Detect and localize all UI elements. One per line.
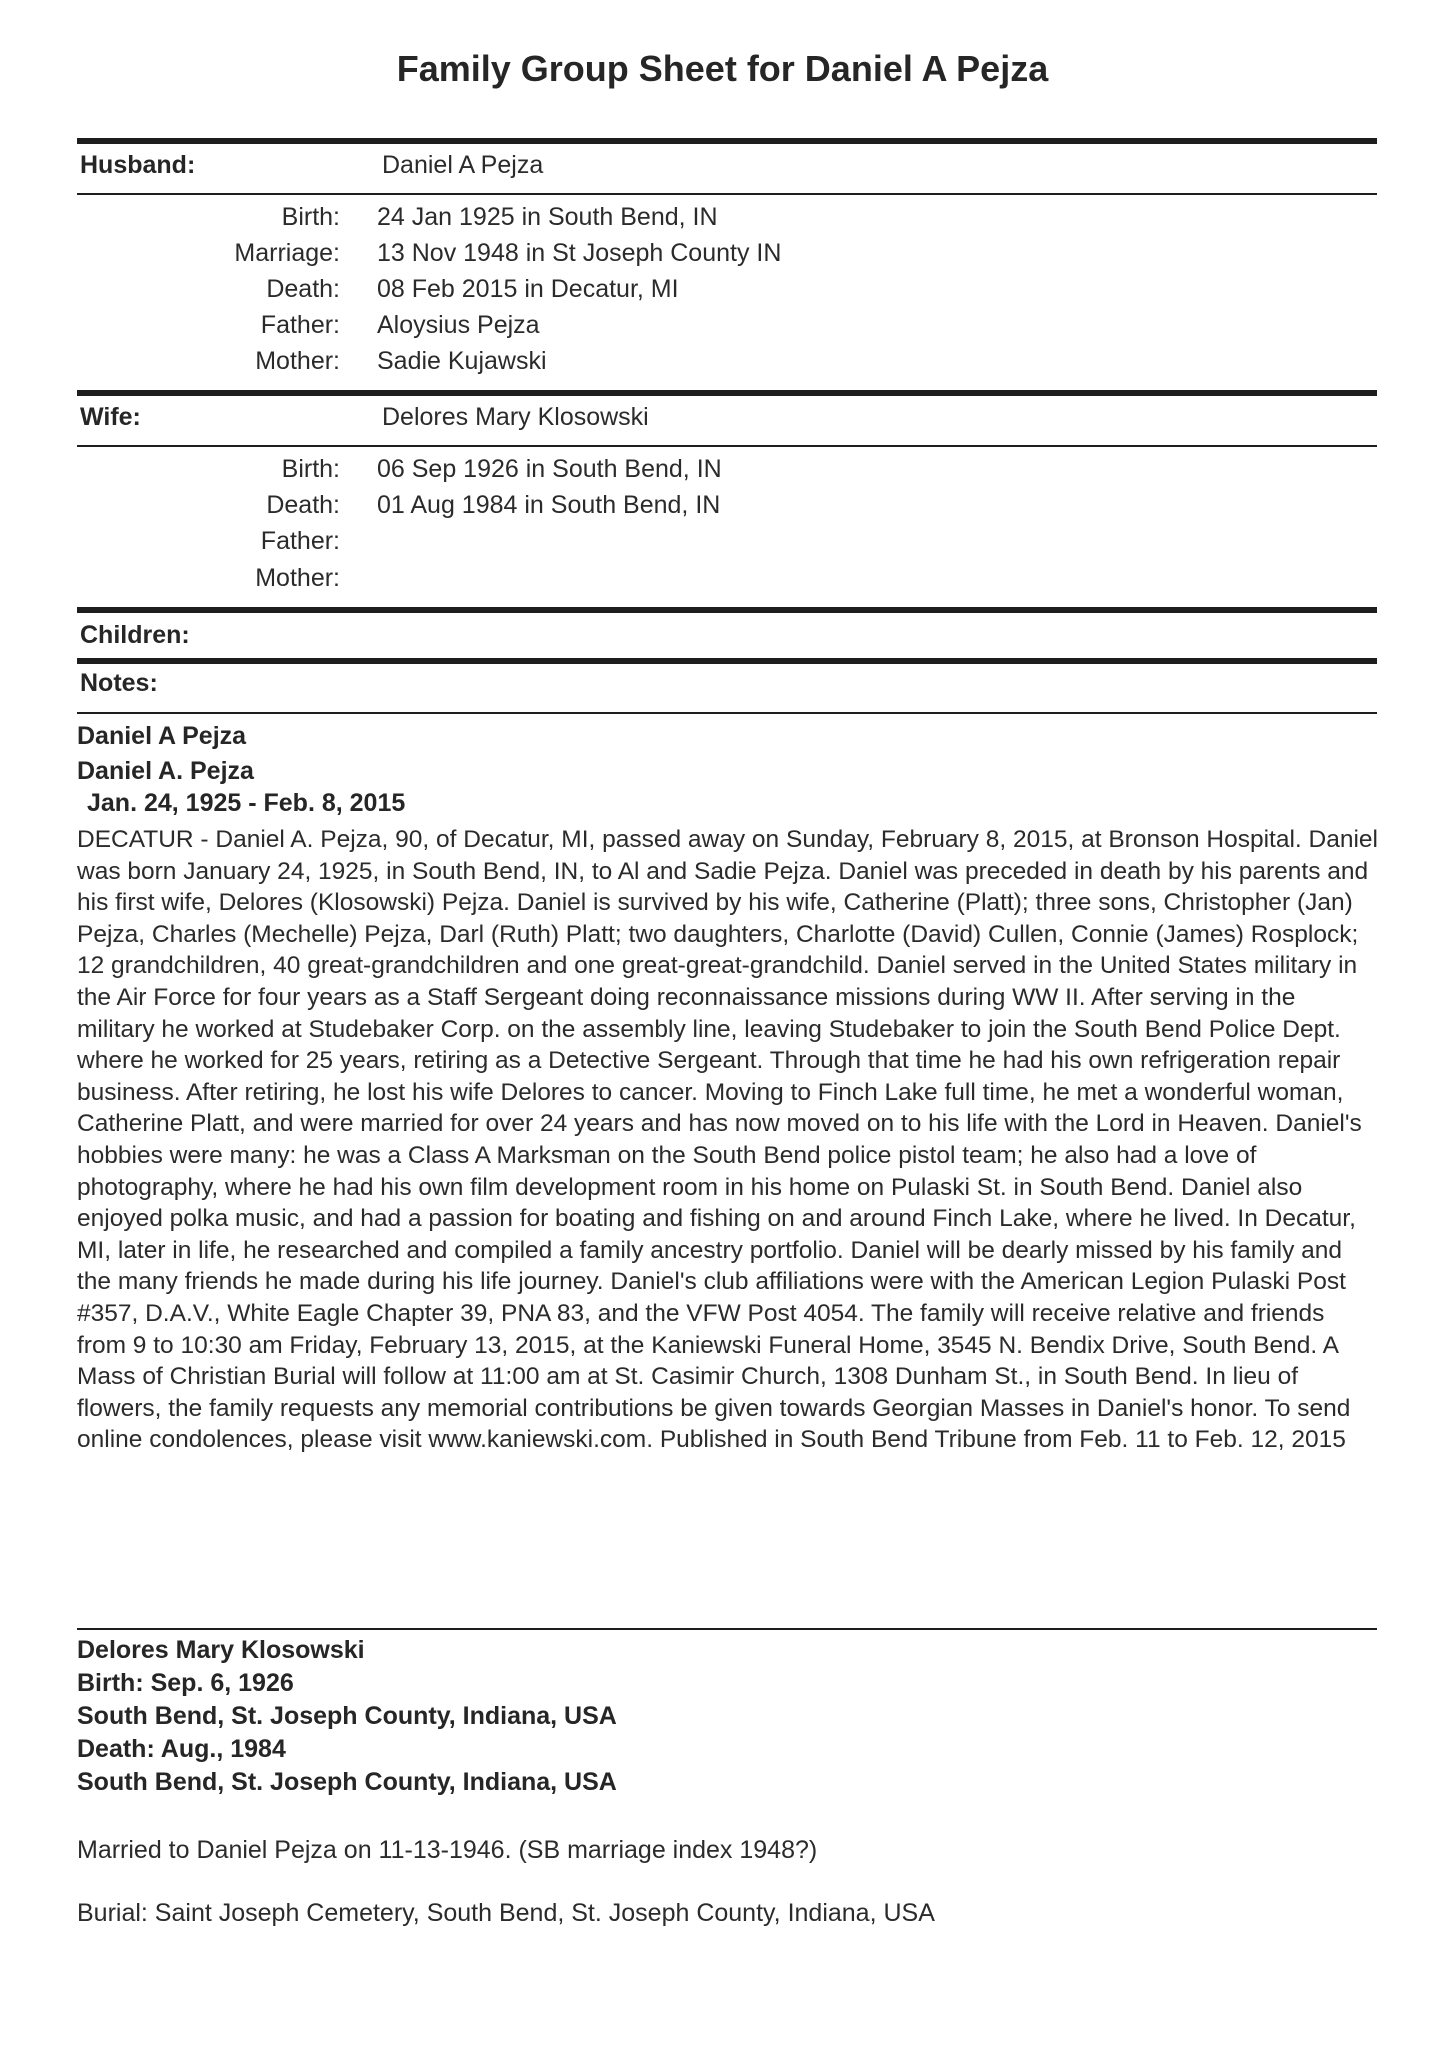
wife-note-birth: Birth: Sep. 6, 1926: [77, 1669, 294, 1697]
children-label: Children:: [80, 621, 190, 649]
section-divider-thin: [77, 712, 1377, 714]
note-heading: Daniel A Pejza: [77, 722, 247, 750]
section-divider-thick: [77, 658, 1377, 664]
wife-note-birth-place: South Bend, St. Joseph County, Indiana, USA: [77, 1702, 617, 1730]
wife-death-value: 01 Aug 1984 in South Bend, IN: [377, 491, 721, 519]
husband-mother-value: Sadie Kujawski: [377, 347, 547, 375]
wife-father-label: Father:: [260, 527, 340, 555]
husband-label: Husband:: [80, 151, 196, 179]
page-title: Family Group Sheet for Daniel A Pejza: [396, 48, 1049, 89]
wife-note-heading: Delores Mary Klosowski: [77, 1636, 365, 1664]
husband-birth-value: 24 Jan 1925 in South Bend, IN: [377, 203, 718, 231]
wife-death-label: Death:: [266, 491, 340, 519]
section-divider-thick: [77, 138, 1377, 144]
husband-name: Daniel A Pejza: [382, 151, 544, 179]
husband-death-label: Death:: [266, 275, 340, 303]
husband-marriage-value: 13 Nov 1948 in St Joseph County IN: [377, 239, 782, 267]
husband-mother-label: Mother:: [255, 347, 340, 375]
wife-label: Wife:: [80, 403, 141, 431]
wife-birth-value: 06 Sep 1926 in South Bend, IN: [377, 455, 722, 483]
husband-father-label: Father:: [260, 311, 340, 339]
husband-marriage-label: Marriage:: [234, 239, 340, 267]
wife-name: Delores Mary Klosowski: [382, 403, 649, 431]
wife-note-burial: Burial: Saint Joseph Cemetery, South Bend, St. Joseph County, Indiana, USA: [77, 1899, 935, 1927]
wife-note-death-place: South Bend, St. Joseph County, Indiana, USA: [77, 1768, 617, 1796]
wife-note-death: Death: Aug., 1984: [77, 1735, 286, 1763]
section-divider-thick: [77, 607, 1377, 613]
note-subheading: Daniel A. Pejza: [77, 757, 254, 785]
section-divider-thin: [77, 445, 1377, 447]
note-divider: [77, 1628, 1377, 1630]
husband-birth-label: Birth:: [281, 203, 340, 231]
wife-note-married: Married to Daniel Pejza on 11-13-1946. (SB marriage index 1948?): [77, 1836, 818, 1864]
wife-birth-label: Birth:: [281, 455, 340, 483]
husband-death-value: 08 Feb 2015 in Decatur, MI: [377, 275, 679, 303]
note-dates: Jan. 24, 1925 - Feb. 8, 2015: [87, 789, 406, 817]
section-divider-thick: [77, 390, 1377, 396]
husband-father-value: Aloysius Pejza: [377, 311, 540, 339]
notes-label: Notes:: [80, 669, 158, 697]
wife-mother-label: Mother:: [255, 564, 340, 592]
obituary-text: DECATUR - Daniel A. Pejza, 90, of Decatur, MI, passed away on Sunday, February 8, 2015, at Bronson Hospital. Daniel was born January 24, 1925, in South Bend, IN, to Al and Sadie Pejza. Daniel was preceded in death by his parents and his first wife, Delores (Klosowski) Pejza. Daniel is survived by his wife, Catherine (Platt); three sons, Christopher (Jan) Pejza, Charles (Mechelle) Pejza, Darl (Ruth) Platt; two daughters, Charlotte (David) Cullen, Connie (James) Rosplock; 12 grandchildren, 40 great-grandchildren and one great-great-grandchild. Daniel served in the United States military in the Air Force for four years as a Staff Sergeant doing reconnaissance missions during WW II. After serving in the military he worked at Studebaker Corp. on the assembly line, leaving Studebaker to join the South Bend Police Dept. where he worked for 25 years, retiring as a Detective Sergeant. Through that time he had his own refrigeration repair business. After retiring, he lost his wife Delores to cancer. Moving to Finch Lake full time, he met a wonderful woman, Catherine Platt, and were married for over 24 years and has now moved on to his life with the Lord in Heaven. Daniel's hobbies were many: he was a Class A Marksman on the South Bend police pistol team; he also had a love of photography, where he had his own film development room in his home on Pulaski St. in South Bend. Daniel also enjoyed polka music, and had a passion for boating and fishing on and around Finch Lake, where he lived. In Decatur, MI, later in life, he researched and compiled a family ancestry portfolio. Daniel will be dearly missed by his family and the many friends he made during his life journey. Daniel's club affiliations were with the American Legion Pulaski Post #357, D.A.V., White Eagle Chapter 39, PNA 83, and the VFW Post 4054. The family will receive relative and friends from 9 to 10:30 am Friday, February 13, 2015, at the Kaniewski Funeral Home, 3545 N. Bendix Drive, South Bend. A Mass of Christian Burial will follow at 11:00 am at St. Casimir Church, 1308 Dunham St., in South Bend. In lieu of flowers, the family requests any memorial contributions be given towards Georgian Masses in Daniel's honor. To send online condolences, please visit www.kaniewski.com. Published in South Bend Tribune from Feb. 11 to Feb. 12, 2015: [77, 826, 1378, 1454]
section-divider-thin: [77, 193, 1377, 195]
